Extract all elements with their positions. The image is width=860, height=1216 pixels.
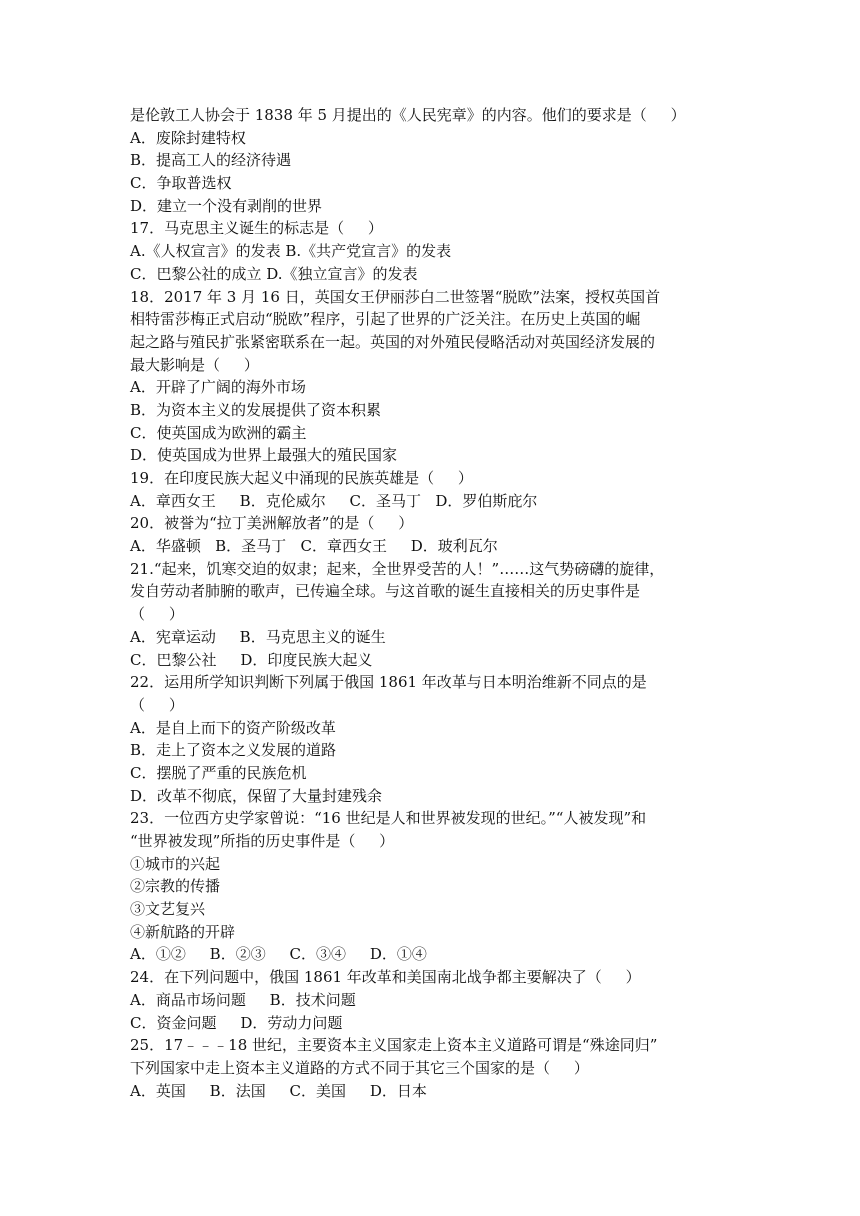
text-line: 23．一位西方史学家曾说：“16 世纪是人和世界被发现的世纪。”“人被发现”和 (130, 809, 647, 828)
text-line: 24．在下列问题中，俄国 1861 年改革和美国南北战争都主要解决了（ ） (130, 968, 641, 987)
text-line: B．提高工人的经济待遇 (130, 151, 292, 170)
text-line: ④新航路的开辟 (130, 922, 236, 941)
text-line: ②宗教的传播 (130, 877, 221, 896)
text-line: C．资金问题 D．劳动力问题 (130, 1013, 343, 1032)
text-line: A．①② B．②③ C．③④ D．①④ (130, 945, 427, 964)
text-line: C．使英国成为欧洲的霸主 (130, 423, 307, 442)
text-line: （ ） (130, 695, 184, 714)
text-line: 相特雷莎梅正式启动“脱欧”程序，引起了世界的广泛关注。在历史上英国的崛 (130, 310, 641, 329)
text-line: D．建立一个没有剥削的世界 (130, 196, 323, 215)
text-line: C．摆脱了严重的民族危机 (130, 763, 307, 782)
text-line: 22．运用所学知识判断下列属于俄国 1861 年改革与日本明治维新不同点的是 (130, 673, 647, 692)
text-line: ③文艺复兴 (130, 900, 206, 919)
text-line: A．英国 B．法国 C．美国 D．日本 (130, 1081, 427, 1100)
text-line: （ ） (130, 605, 184, 624)
text-line: 20．被誉为“拉丁美洲解放者”的是（ ） (130, 514, 414, 533)
text-line: “世界被发现”所指的历史事件是（ ） (130, 832, 395, 850)
text-line: A．华盛顿 B．圣马丁 C．章西女王 D．玻利瓦尔 (130, 537, 498, 556)
text-line: 下列国家中走上资本主义道路的方式不同于其它三个国家的是（ ） (130, 1058, 589, 1077)
text-line: C．巴黎公社 D．印度民族大起义 (130, 650, 373, 669)
text-line: D．改革不彻底，保留了大量封建残余 (130, 786, 383, 805)
text-line: ①城市的兴起 (130, 854, 221, 873)
text-line: 发自劳动者肺腑的歌声，已传遍全球。与这首歌的诞生直接相关的历史事件是 (130, 582, 641, 601)
text-line: A．开辟了广阔的海外市场 (130, 378, 306, 397)
text-line: A．宪章运动 B．马克思主义的诞生 (130, 627, 386, 646)
text-line: 最大影响是（ ） (130, 355, 259, 374)
text-line: A．章西女王 B．克伦威尔 C．圣马丁 D．罗伯斯庇尔 (130, 491, 538, 510)
text-line: B．为资本主义的发展提供了资本积累 (130, 400, 382, 419)
text-line: A．商品市场问题 B．技术问题 (130, 990, 356, 1009)
text-line: C．争取普选权 (130, 174, 232, 193)
text-line: D．使英国成为世界上最强大的殖民国家 (130, 446, 398, 465)
text-line: 21.“起来，饥寒交迫的奴隶；起来，全世界受苦的人！”……这气势磅礴的旋律， (130, 559, 665, 578)
text-line: 是伦敦工人协会于 1838 年 5 月提出的《人民宪章》的内容。他们的要求是（ ） (130, 106, 686, 124)
text-line: 25．17﹣﹣﹣18 世纪，主要资本主义国家走上资本主义道路可谓是“殊途同归” (130, 1036, 658, 1055)
text-line: A．是自上而下的资产阶级改革 (130, 718, 336, 737)
text-line: A．废除封建特权 (130, 128, 246, 147)
text-line: 19．在印度民族大起义中涌现的民族英雄是（ ） (130, 469, 473, 487)
text-line: B．走上了资本之义发展的道路 (130, 741, 337, 760)
text-line: C．巴黎公社的成立 D.《独立宣言》的发表 (130, 264, 418, 283)
document-body (130, 104, 740, 1102)
text-line: A.《人权宣言》的发表 B.《共产党宣言》的发表 (130, 242, 452, 261)
text-line: 18．2017 年 3 月 16 日，英国女王伊丽莎白二世签署“脱欧”法案，授权英国首 (130, 287, 661, 306)
text-line: 起之路与殖民扩张紧密联系在一起。英国的对外殖民侵略活动对英国经济发展的 (130, 332, 656, 351)
text-line: 17．马克思主义诞生的标志是（ ） (130, 219, 383, 238)
